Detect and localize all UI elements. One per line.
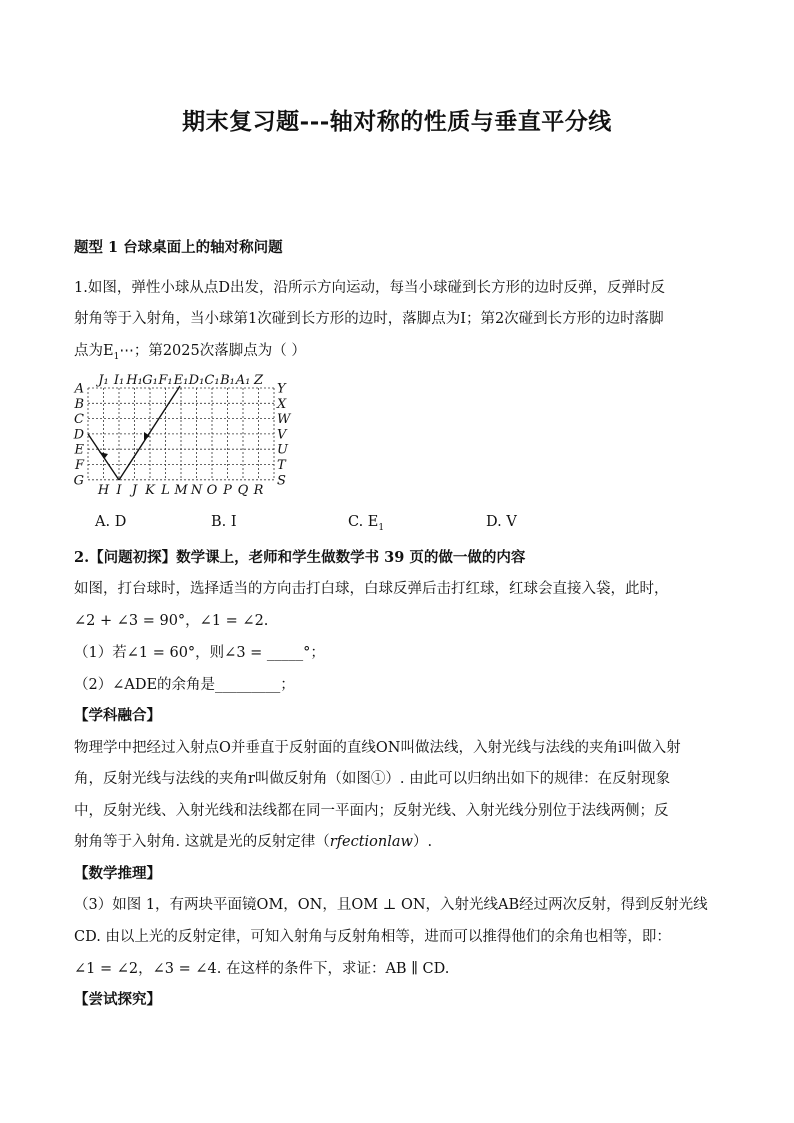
section-heading: 题型 1 台球桌面上的轴对称问题 [74, 239, 283, 256]
right-label: Y [277, 381, 286, 397]
q1-line-3-pre: 点为E [74, 343, 114, 359]
fusion-para-1: 物理学中把经过入射点O并垂直于反射面的直线ON叫做法线，入射光线与法线的夹角i叫做入射 [74, 740, 681, 756]
bottom-label: O [206, 482, 218, 498]
q2-intro: 2.【问题初探】数学课上，老师和学生做数学书 39 页的做一做的内容 [74, 549, 526, 566]
bottom-label: M [174, 482, 188, 498]
table-grid [88, 388, 274, 480]
left-label: D [73, 427, 84, 443]
fusion-para-4-italic: rfectionlaw [329, 834, 413, 850]
ball-path [88, 386, 180, 480]
top-label: C₁ [204, 373, 220, 388]
option-c-text: C. E [348, 514, 379, 530]
option-b: B. I [211, 514, 237, 530]
fusion-para-4 [74, 830, 734, 851]
right-label: X [277, 396, 287, 412]
reasoning-line-1: （3）如图 1，有两块平面镜OM，ON，且OM ⊥ ON，入射光线AB经过两次反射，得到反射光线 [74, 897, 708, 913]
right-label: S [277, 473, 286, 489]
q2-part-2: （2）∠ADE的余角是_________； [74, 677, 295, 693]
top-label: A₁ [235, 373, 251, 388]
left-label: E [74, 442, 84, 458]
q1-line-3 [74, 339, 734, 362]
right-label: W [277, 412, 291, 428]
q2-part-1: （1）若∠1 = 60°，则∠3 = _____°； [74, 645, 325, 661]
top-label: B₁ [220, 373, 235, 388]
reasoning-line-2: CD. 由以上光的反射定律，可知入射角与反射角相等，进而可以推得他们的余角也相等，即： [74, 929, 671, 945]
fusion-heading: 【学科融合】 [74, 707, 161, 724]
bottom-label: L [161, 482, 170, 498]
q2-line-1 [74, 546, 734, 567]
left-label: F [74, 458, 84, 473]
bottom-label: Q [237, 482, 249, 498]
top-label: G₁ [142, 373, 158, 388]
left-label: A [74, 381, 84, 397]
q2-line-2: 如图，打台球时，选择适当的方向击打白球，白球反弹后击打红球，红球会直接入袋，此时， [74, 581, 669, 597]
explore-heading: 【尝试探究】 [74, 991, 161, 1008]
bottom-label: I [116, 482, 122, 498]
q1-line-2: 射角等于入射角，当小球第1次碰到长方形的边时，落脚点为I；第2次碰到长方形的边时落脚 [74, 311, 664, 327]
left-label: C [74, 412, 84, 428]
bottom-label: R [253, 482, 264, 498]
q1-line-3-sub: 1 [113, 351, 120, 362]
q1-line-1: 1.如图，弹性小球从点D出发，沿所示方向运动，每当小球碰到长方形的边时反弹，反弹时反 [74, 280, 665, 296]
right-label: U [277, 442, 288, 458]
top-label: H₁ [126, 373, 143, 388]
reasoning-heading: 【数学推理】 [74, 865, 161, 882]
right-label: V [277, 427, 287, 443]
q2-line-3: ∠2 + ∠3 = 90°，∠1 = ∠2. [74, 613, 269, 629]
bottom-label: H [97, 482, 110, 498]
bottom-label: J [131, 482, 138, 498]
option-c [348, 514, 384, 533]
option-d: D. V [486, 514, 517, 530]
bottom-label: P [223, 482, 232, 498]
right-label: T [277, 458, 286, 473]
top-label: J₁ [98, 373, 109, 388]
reasoning-line-3: ∠1 = ∠2，∠3 = ∠4. 在这样的条件下，求证：AB ∥ CD. [74, 961, 450, 977]
top-label: F₁ [158, 373, 173, 388]
fusion-para-3: 中，反射光线、入射光线和法线都在同一平面内；反射光线、入射光线分别位于法线两侧；反 [74, 803, 669, 819]
fusion-para-4-pre: 射角等于入射角. 这就是光的反射定律（ [74, 834, 330, 850]
option-a: A. D [95, 514, 127, 530]
top-label: Z [253, 373, 264, 388]
option-c-sub: 1 [378, 522, 385, 533]
left-label: G [73, 473, 84, 489]
fusion-para-4-post: ）. [412, 834, 433, 850]
top-label: E₁ [173, 373, 189, 388]
table-labels [73, 373, 292, 498]
bottom-label: N [190, 482, 203, 498]
q1-line-3-post: ⋯；第2025次落脚点为（ ） [119, 343, 306, 359]
top-label: D₁ [188, 373, 205, 388]
billiard-table-figure [68, 370, 298, 500]
page-title: 期末复习题---轴对称的性质与垂直平分线 [182, 108, 612, 135]
left-label: B [74, 396, 84, 412]
fusion-para-2: 角，反射光线与法线的夹角r叫做反射角（如图①）. 由此可以归纳出如下的规律：在反射现象 [74, 771, 671, 787]
top-label: I₁ [113, 373, 125, 388]
bottom-label: K [145, 482, 155, 498]
